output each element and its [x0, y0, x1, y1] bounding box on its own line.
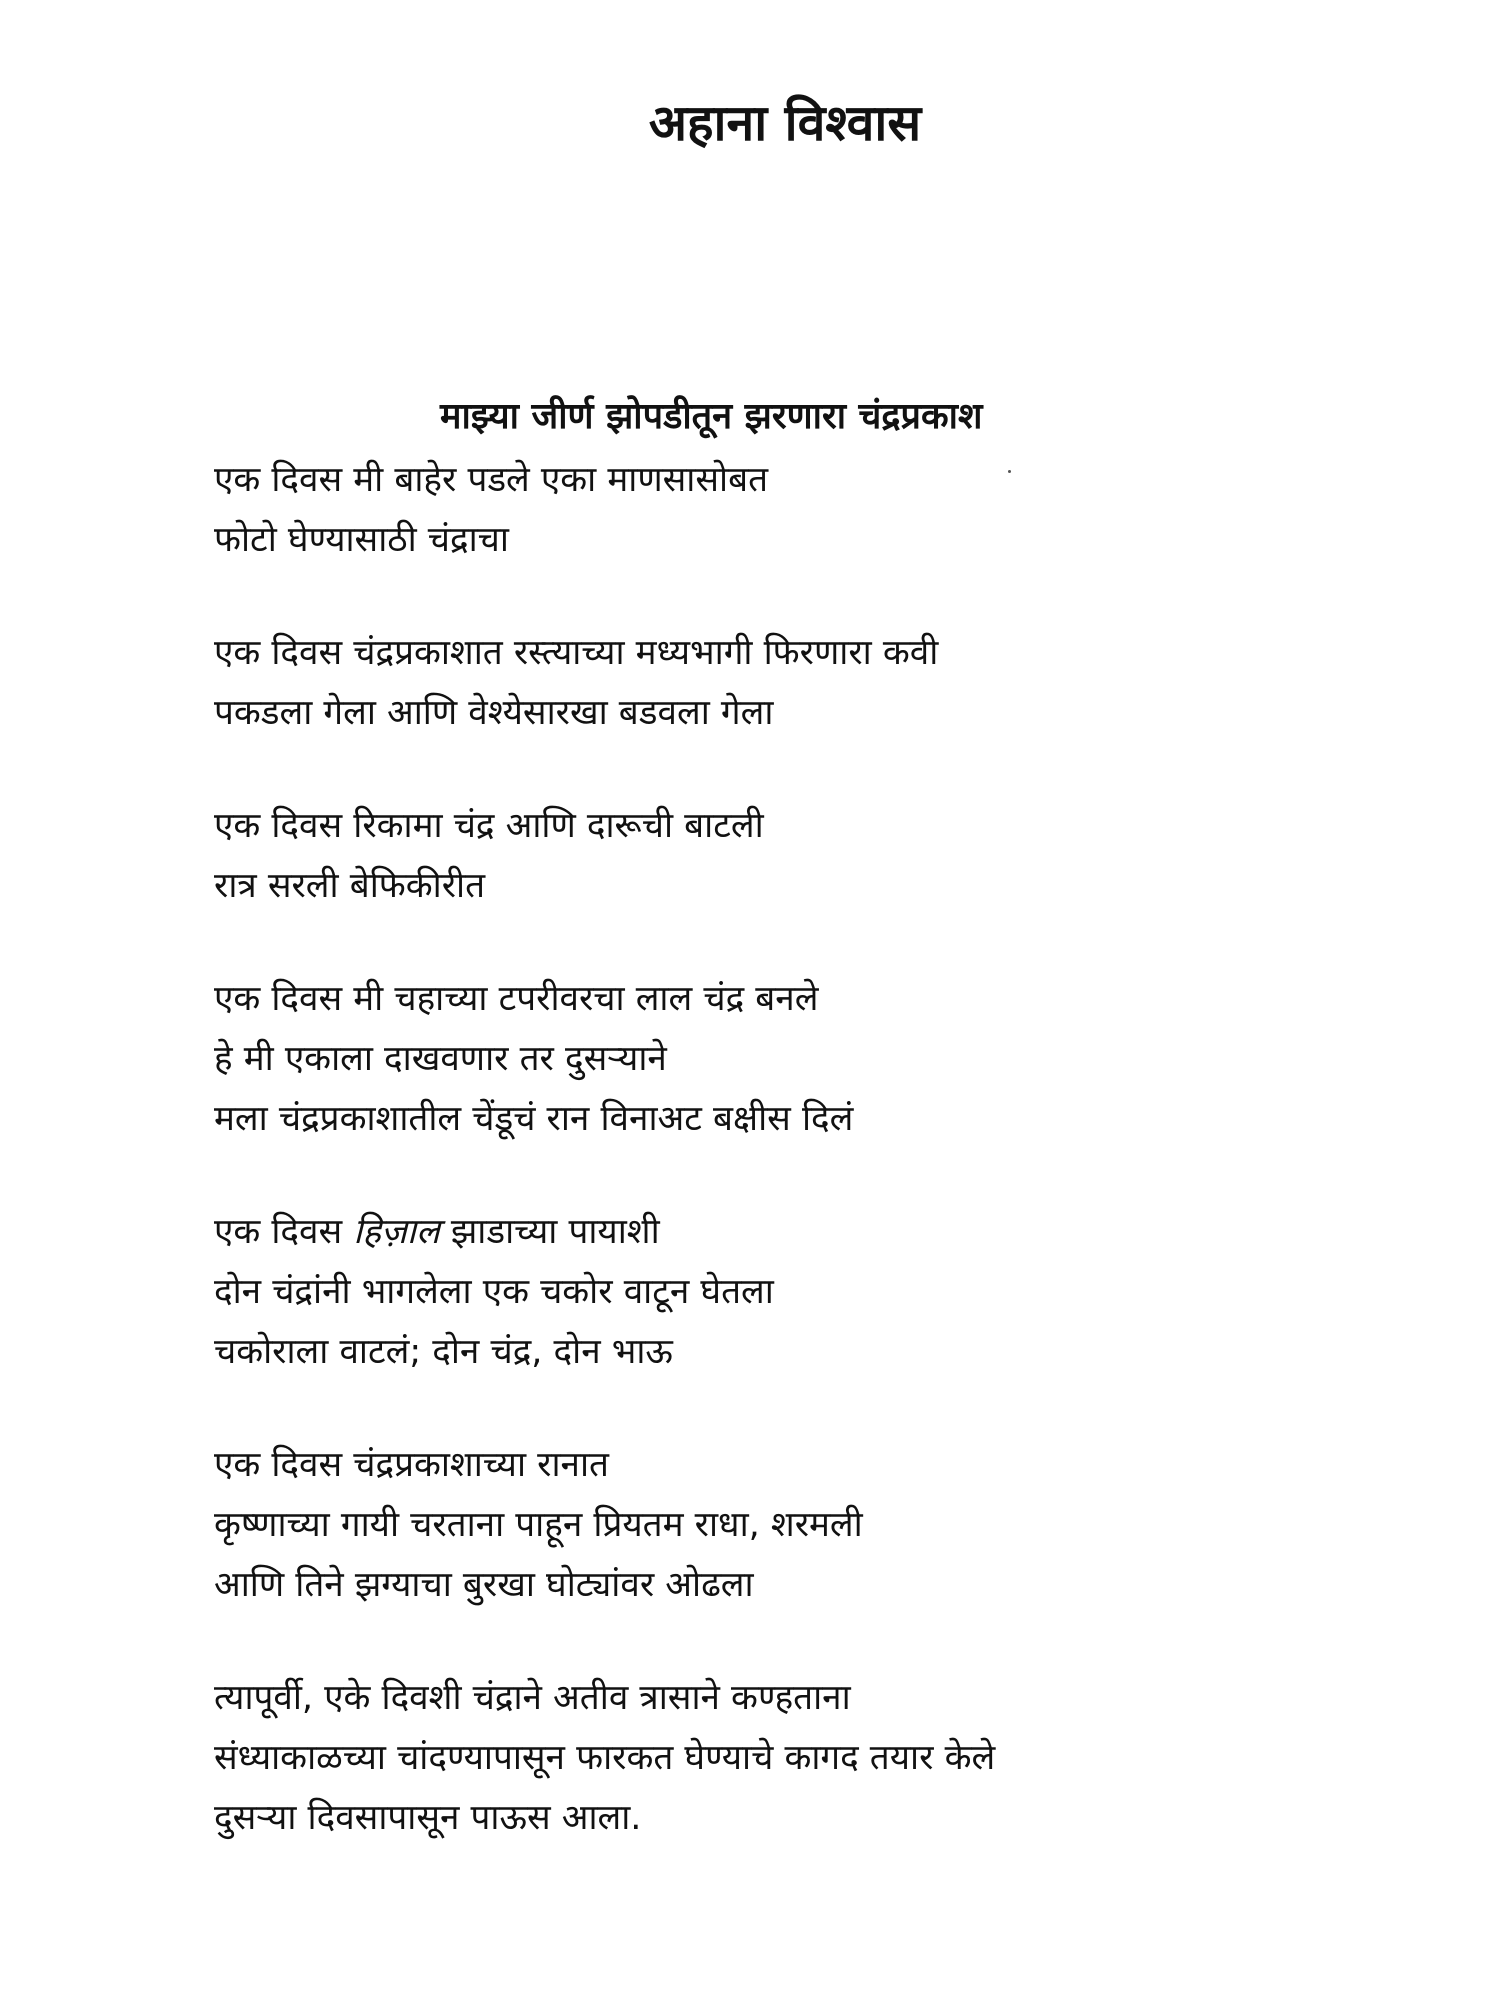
poem-line: एक दिवस रिकामा चंद्र आणि दारूची बाटली	[214, 806, 764, 846]
poem-line: आणि तिने झग्याचा बुरखा घोट्यांवर ओढला	[214, 1565, 754, 1605]
stanza-4	[214, 969, 1464, 1149]
poem-title: माझ्या जीर्ण झोपडीतून झरणारा चंद्रप्रकाश	[440, 396, 983, 437]
poem-line: एक दिवस मी बाहेर पडले एका माणसासोबत	[214, 460, 769, 500]
stanza-2	[214, 623, 1464, 743]
line-prefix: एक दिवस	[214, 1212, 354, 1252]
poem-line: दुसऱ्या दिवसापासून पाऊस आला.	[214, 1798, 642, 1838]
author-name: अहाना विश्वास	[648, 94, 922, 152]
poem-line: हे मी एकाला दाखवणार तर दुसऱ्याने	[214, 1039, 667, 1079]
poem-line: संध्याकाळच्या चांदण्यापासून फारकत घेण्याचे कागद तयार केले	[214, 1738, 996, 1778]
poem-line: चकोराला वाटलं; दोन चंद्र, दोन भाऊ	[214, 1332, 673, 1372]
poem-line: फोटो घेण्यासाठी चंद्राचा	[214, 520, 509, 560]
poem-line: पकडला गेला आणि वेश्येसारखा बडवला गेला	[214, 693, 774, 733]
poem-line: रात्र सरली बेफिकीरीत	[214, 866, 486, 906]
stanza-3	[214, 796, 1464, 916]
poem-line: दोन चंद्रांनी भागलेला एक चकोर वाटून घेतला	[214, 1272, 774, 1312]
stanza-1	[214, 450, 1464, 570]
poem-line	[214, 1202, 1464, 1262]
poem-line: एक दिवस चंद्रप्रकाशाच्या रानात	[214, 1445, 609, 1485]
italic-word: हिज़ाल	[353, 1212, 440, 1252]
stanza-5	[214, 1202, 1464, 1382]
poem-line: कृष्णाच्या गायी चरताना पाहून प्रियतम राधा, शरमली	[214, 1505, 863, 1545]
poem-body	[214, 450, 1464, 1901]
poem-line: एक दिवस चंद्रप्रकाशात रस्त्याच्या मध्यभागी फिरणारा कवी	[214, 633, 939, 673]
poem-line: एक दिवस मी चहाच्या टपरीवरचा लाल चंद्र बनले	[214, 979, 819, 1019]
poem-line: मला चंद्रप्रकाशातील चेंडूचं रान विनाअट बक्षीस दिलं	[214, 1099, 854, 1139]
stanza-6	[214, 1435, 1464, 1615]
line-suffix: झाडाच्या पायाशी	[439, 1212, 660, 1252]
stanza-7	[214, 1668, 1464, 1848]
poem-line: त्यापूर्वी, एके दिवशी चंद्राने अतीव त्रासाने कण्हताना	[214, 1678, 851, 1718]
